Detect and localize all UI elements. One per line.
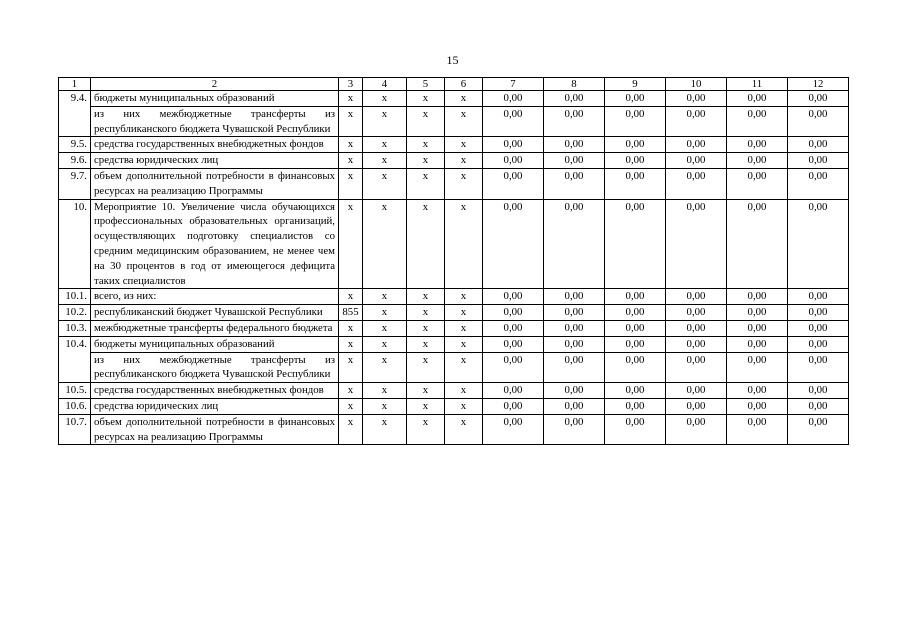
value-cell: 0,00	[788, 289, 849, 305]
column-header: 9	[605, 78, 666, 91]
value-cell: 0,00	[605, 414, 666, 445]
cell-col-6: x	[445, 336, 483, 352]
table-row	[59, 106, 849, 137]
value-cell: 0,00	[788, 91, 849, 107]
value-cell: 0,00	[727, 383, 788, 399]
row-description: средства государственных внебюджетных фондов	[91, 137, 339, 153]
page-number: 15	[446, 53, 459, 67]
row-description: средства юридических лиц	[91, 153, 339, 169]
cell-col-5: x	[407, 336, 445, 352]
value-cell: 0,00	[605, 336, 666, 352]
value-cell: 0,00	[727, 289, 788, 305]
value-cell: 0,00	[544, 305, 605, 321]
column-header: 8	[544, 78, 605, 91]
value-cell: 0,00	[544, 336, 605, 352]
row-number: 10.	[59, 199, 91, 289]
cell-col-3: x	[339, 352, 363, 383]
cell-col-4: x	[363, 414, 407, 445]
cell-col-3: x	[339, 91, 363, 107]
value-cell: 0,00	[605, 398, 666, 414]
value-cell: 0,00	[666, 383, 727, 399]
value-cell: 0,00	[483, 414, 544, 445]
table-row	[59, 414, 849, 445]
value-cell: 0,00	[544, 168, 605, 199]
table-row	[59, 383, 849, 399]
value-cell: 0,00	[666, 289, 727, 305]
value-cell: 0,00	[483, 398, 544, 414]
cell-col-5: x	[407, 305, 445, 321]
cell-col-3: x	[339, 383, 363, 399]
row-number: 10.6.	[59, 398, 91, 414]
value-cell: 0,00	[727, 153, 788, 169]
row-number: 10.7.	[59, 414, 91, 445]
cell-col-6: x	[445, 289, 483, 305]
value-cell: 0,00	[544, 352, 605, 383]
cell-col-4: x	[363, 199, 407, 289]
table-row	[59, 137, 849, 153]
cell-col-3: x	[339, 199, 363, 289]
value-cell: 0,00	[788, 137, 849, 153]
value-cell: 0,00	[727, 199, 788, 289]
row-description: бюджеты муниципальных образований	[91, 91, 339, 107]
value-cell: 0,00	[727, 352, 788, 383]
value-cell: 0,00	[544, 289, 605, 305]
cell-col-4: x	[363, 336, 407, 352]
row-description: республиканский бюджет Чувашской Республики	[91, 305, 339, 321]
value-cell: 0,00	[483, 305, 544, 321]
value-cell: 0,00	[727, 91, 788, 107]
value-cell: 0,00	[666, 320, 727, 336]
value-cell: 0,00	[605, 199, 666, 289]
value-cell: 0,00	[727, 305, 788, 321]
value-cell: 0,00	[544, 106, 605, 137]
column-header: 10	[666, 78, 727, 91]
value-cell: 0,00	[483, 336, 544, 352]
value-cell: 0,00	[605, 383, 666, 399]
value-cell: 0,00	[727, 168, 788, 199]
value-cell: 0,00	[544, 199, 605, 289]
column-header: 7	[483, 78, 544, 91]
cell-col-6: x	[445, 352, 483, 383]
value-cell: 0,00	[544, 320, 605, 336]
table-row	[59, 320, 849, 336]
value-cell: 0,00	[544, 91, 605, 107]
row-description: всего, из них:	[91, 289, 339, 305]
row-number: 9.4.	[59, 91, 91, 107]
cell-col-5: x	[407, 153, 445, 169]
column-header: 5	[407, 78, 445, 91]
value-cell: 0,00	[483, 383, 544, 399]
value-cell: 0,00	[544, 383, 605, 399]
cell-col-4: x	[363, 168, 407, 199]
cell-col-6: x	[445, 137, 483, 153]
cell-col-6: x	[445, 91, 483, 107]
row-number: 10.5.	[59, 383, 91, 399]
value-cell: 0,00	[605, 168, 666, 199]
row-description: средства государственных внебюджетных фондов	[91, 383, 339, 399]
value-cell: 0,00	[666, 168, 727, 199]
cell-col-3: x	[339, 168, 363, 199]
value-cell: 0,00	[788, 305, 849, 321]
value-cell: 0,00	[727, 336, 788, 352]
row-description: объем дополнительной потребности в финансовых ресурсах на реализацию Программы	[91, 414, 339, 445]
value-cell: 0,00	[544, 137, 605, 153]
cell-col-4: x	[363, 320, 407, 336]
value-cell: 0,00	[605, 289, 666, 305]
value-cell: 0,00	[483, 320, 544, 336]
value-cell: 0,00	[788, 199, 849, 289]
cell-col-5: x	[407, 352, 445, 383]
cell-col-4: x	[363, 106, 407, 137]
value-cell: 0,00	[483, 199, 544, 289]
cell-col-5: x	[407, 398, 445, 414]
value-cell: 0,00	[666, 336, 727, 352]
value-cell: 0,00	[788, 153, 849, 169]
value-cell: 0,00	[483, 289, 544, 305]
value-cell: 0,00	[605, 91, 666, 107]
value-cell: 0,00	[483, 153, 544, 169]
table-row	[59, 398, 849, 414]
table-row	[59, 289, 849, 305]
row-description: бюджеты муниципальных образований	[91, 336, 339, 352]
cell-col-4: x	[363, 153, 407, 169]
row-description: из них межбюджетные трансферты из республиканского бюджета Чувашской Республики	[91, 106, 339, 137]
cell-col-4: x	[363, 305, 407, 321]
cell-col-5: x	[407, 91, 445, 107]
value-cell: 0,00	[788, 106, 849, 137]
value-cell: 0,00	[605, 137, 666, 153]
column-header: 3	[339, 78, 363, 91]
value-cell: 0,00	[605, 352, 666, 383]
table-row	[59, 305, 849, 321]
budget-table	[58, 77, 849, 445]
column-header: 4	[363, 78, 407, 91]
cell-col-3: x	[339, 137, 363, 153]
column-header: 6	[445, 78, 483, 91]
cell-col-6: x	[445, 305, 483, 321]
table-row	[59, 352, 849, 383]
row-number: 10.1.	[59, 289, 91, 305]
value-cell: 0,00	[788, 336, 849, 352]
row-description: межбюджетные трансферты федерального бюджета	[91, 320, 339, 336]
cell-col-6: x	[445, 199, 483, 289]
value-cell: 0,00	[727, 414, 788, 445]
row-number: 10.3.	[59, 320, 91, 336]
row-number: 9.7.	[59, 168, 91, 199]
value-cell: 0,00	[666, 153, 727, 169]
value-cell: 0,00	[483, 137, 544, 153]
row-number: 10.2.	[59, 305, 91, 321]
value-cell: 0,00	[544, 414, 605, 445]
row-description: средства юридических лиц	[91, 398, 339, 414]
cell-col-4: x	[363, 398, 407, 414]
cell-col-5: x	[407, 106, 445, 137]
row-number: 10.4.	[59, 336, 91, 352]
value-cell: 0,00	[727, 398, 788, 414]
cell-col-6: x	[445, 168, 483, 199]
value-cell: 0,00	[666, 398, 727, 414]
cell-col-6: x	[445, 398, 483, 414]
cell-col-6: x	[445, 414, 483, 445]
row-number	[59, 352, 91, 383]
value-cell: 0,00	[666, 91, 727, 107]
cell-col-3: x	[339, 106, 363, 137]
table-row	[59, 168, 849, 199]
cell-col-4: x	[363, 383, 407, 399]
value-cell: 0,00	[666, 106, 727, 137]
value-cell: 0,00	[483, 106, 544, 137]
value-cell: 0,00	[544, 398, 605, 414]
row-description: из них межбюджетные трансферты из республиканского бюджета Чувашской Республики	[91, 352, 339, 383]
cell-col-4: x	[363, 91, 407, 107]
cell-col-6: x	[445, 106, 483, 137]
value-cell: 0,00	[788, 168, 849, 199]
column-header: 1	[59, 78, 91, 91]
cell-col-3: x	[339, 320, 363, 336]
cell-col-5: x	[407, 320, 445, 336]
cell-col-6: x	[445, 320, 483, 336]
value-cell: 0,00	[727, 320, 788, 336]
table-row	[59, 199, 849, 289]
row-description: Мероприятие 10. Увеличение числа обучающихся профессиональных образовательных организаций, осуществляющих подготовку специалистов со средним медицинским образованием, не менее чем на 30 процентов в год от имеющегося дефицита таких специалистов	[91, 199, 339, 289]
value-cell: 0,00	[788, 320, 849, 336]
column-header: 2	[91, 78, 339, 91]
value-cell: 0,00	[605, 106, 666, 137]
value-cell: 0,00	[666, 137, 727, 153]
cell-col-5: x	[407, 168, 445, 199]
cell-col-3: x	[339, 289, 363, 305]
value-cell: 0,00	[544, 153, 605, 169]
table-row	[59, 336, 849, 352]
cell-col-5: x	[407, 414, 445, 445]
value-cell: 0,00	[483, 91, 544, 107]
cell-col-3: x	[339, 414, 363, 445]
cell-col-4: x	[363, 289, 407, 305]
table-row	[59, 153, 849, 169]
value-cell: 0,00	[483, 352, 544, 383]
cell-col-6: x	[445, 153, 483, 169]
value-cell: 0,00	[788, 383, 849, 399]
cell-col-3: x	[339, 336, 363, 352]
value-cell: 0,00	[605, 305, 666, 321]
row-description: объем дополнительной потребности в финансовых ресурсах на реализацию Программы	[91, 168, 339, 199]
value-cell: 0,00	[788, 398, 849, 414]
table-row	[59, 91, 849, 107]
value-cell: 0,00	[666, 305, 727, 321]
column-header: 12	[788, 78, 849, 91]
cell-col-5: x	[407, 383, 445, 399]
cell-col-5: x	[407, 199, 445, 289]
cell-col-5: x	[407, 137, 445, 153]
value-cell: 0,00	[788, 352, 849, 383]
value-cell: 0,00	[666, 414, 727, 445]
cell-col-4: x	[363, 352, 407, 383]
value-cell: 0,00	[727, 106, 788, 137]
cell-col-3: 855	[339, 305, 363, 321]
row-number: 9.5.	[59, 137, 91, 153]
row-number: 9.6.	[59, 153, 91, 169]
value-cell: 0,00	[605, 153, 666, 169]
column-number-row	[59, 78, 849, 91]
value-cell: 0,00	[727, 137, 788, 153]
value-cell: 0,00	[483, 168, 544, 199]
cell-col-3: x	[339, 153, 363, 169]
row-number	[59, 106, 91, 137]
value-cell: 0,00	[666, 352, 727, 383]
column-header: 11	[727, 78, 788, 91]
value-cell: 0,00	[605, 320, 666, 336]
table-body	[59, 91, 849, 445]
value-cell: 0,00	[788, 414, 849, 445]
value-cell: 0,00	[666, 199, 727, 289]
cell-col-5: x	[407, 289, 445, 305]
cell-col-4: x	[363, 137, 407, 153]
cell-col-6: x	[445, 383, 483, 399]
cell-col-3: x	[339, 398, 363, 414]
